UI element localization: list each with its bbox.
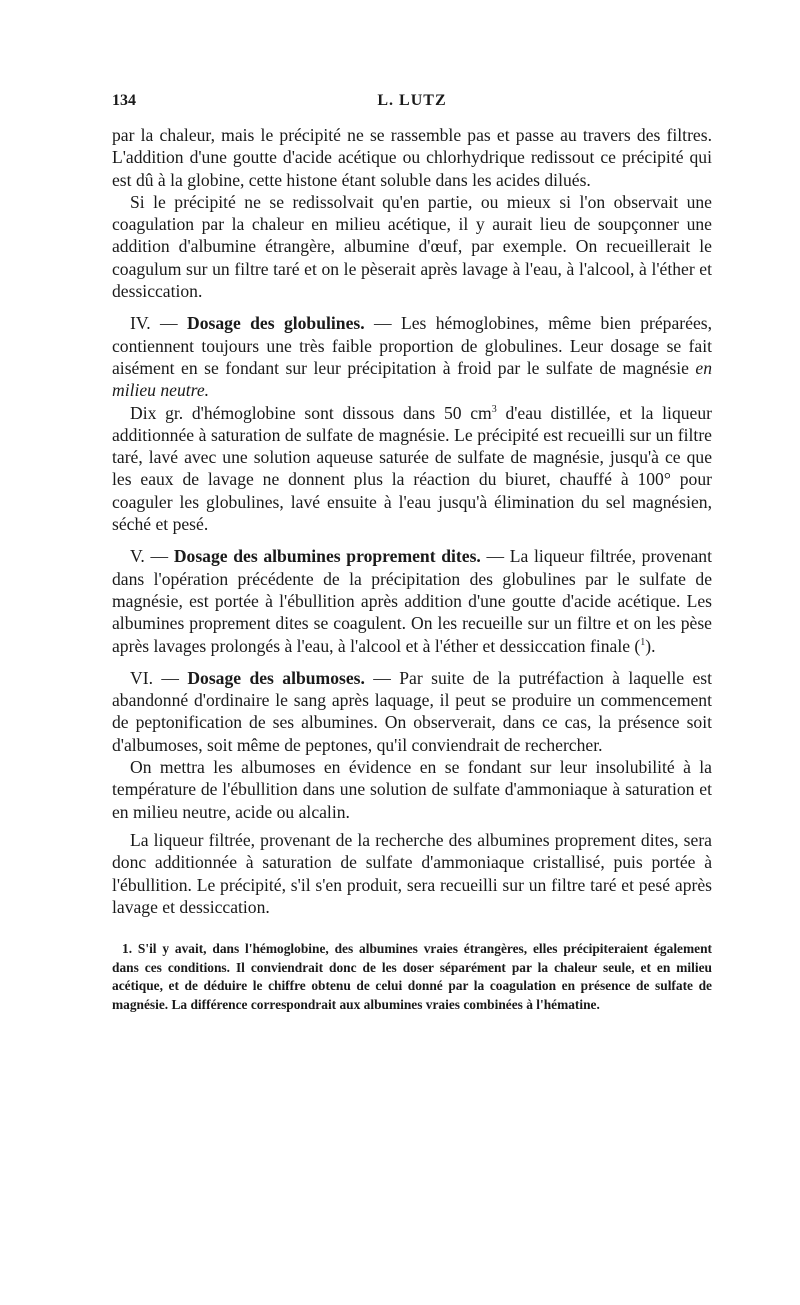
page-number: 134: [112, 92, 136, 109]
paragraph-text: d'eau distillée, et la liqueur additionnée à saturation de sulfate de magnésie. Le précipité est recueilli sur un filtre taré, lavé avec une solution aqueuse saturée de sulfate de magnésie, jusqu'à ce que les eaux de lavage ne donnent plus la réaction du biuret, chauffé à 100° pour coaguler les globulines, lavé ensuite à l'eau jusqu'à élimination du sel magnésien, séché et pesé.: [112, 402, 713, 535]
paragraph-text: Dix gr. d'hémoglobine sont dissous dans 50 cm: [130, 402, 492, 423]
paragraph-globulin-procedure: [112, 402, 712, 536]
section-iv-globulins: [112, 312, 712, 401]
footnote-reference: 1: [640, 636, 646, 648]
superscript: 3: [491, 403, 497, 415]
section-number: VI. —: [130, 667, 188, 688]
section-number: IV. —: [130, 313, 188, 334]
footnote-marker: 1.: [122, 941, 133, 957]
paragraph-foreign-albumin: Si le précipité ne se redissolvait qu'en partie, ou mieux si l'on observait une coagulation par la chaleur en milieu acétique, il y aurait lieu de soupçonner une addition d'albumine étrangère, albumine d'œuf, par exemple. On recueillerait le coagulum sur un filtre taré et on le pèserait après lavage à l'eau, à l'alcool, à l'éther et dessiccation.: [112, 191, 712, 302]
section-text: — La liqueur filtrée, provenant dans l'opération précédente de la précipitation des globulines par le sulfate de magnésie, est portée à l'ébullition après addition d'une goutte d'acide acétique. Les albumines proprement dites se coagulent. On les recueille sur un filtre et on les pèse après lavages prolongés à l'eau, à l'alcool et à l'éther et dessiccation finale (: [112, 546, 712, 656]
paragraph-continuation: par la chaleur, mais le précipité ne se rassemble pas et passe au travers des filtres. L'addition d'une goutte d'acide acétique ou chlorhydrique redissout ce précipité qui est dû à la globine, cette histone étant soluble dans les acides dilués.: [112, 125, 712, 190]
section-number: V. —: [130, 546, 174, 567]
paragraph-albumose-detection: On mettra les albumoses en évidence en se fondant sur leur insolubilité à la température de l'ébullition dans une solution de sulfate d'ammoniaque à saturation et en milieu neutre, acide ou alcalin.: [112, 757, 712, 822]
footnote-text: S'il y avait, dans l'hémoglobine, des albumines vraies étrangères, elles précipiteraient également dans ces conditions. Il conviendrait donc de les doser séparément par la chaleur seule, et en milieu acétique, et de déduire le chiffre obtenu de celui donné par la coagulation en présence de sulfate de magnésie. La différence correspondrait aux albumines vraies combinées à l'hématine.: [112, 941, 712, 1012]
section-text: ).: [645, 635, 656, 656]
section-heading: Dosage des albumoses.: [187, 667, 365, 688]
running-header: [112, 92, 712, 116]
footnote: [112, 940, 712, 1014]
section-text: — Par suite de la putréfaction à laquelle est abandonné d'ordinaire le sang après laquage, il peut se produire un commencement de peptonification de ses albumines. On observerait, dans ce cas, la présence soit d'albumoses, soit même de peptones, qu'il conviendrait de rechercher.: [112, 667, 712, 755]
running-title: L. LUTZ: [377, 92, 447, 109]
section-vi-albumoses: [112, 667, 712, 756]
body-text: [112, 124, 712, 918]
page: [112, 92, 712, 1014]
emphasis-text: en milieu neutre.: [112, 357, 712, 401]
section-heading: Dosage des globulines.: [187, 313, 365, 334]
section-v-albumins: [112, 545, 712, 656]
paragraph-albumose-procedure: La liqueur filtrée, provenant de la recherche des albumines proprement dites, sera donc additionnée à saturation de sulfate d'ammoniaque cristallisé, puis portée à l'ébullition. Le précipité, s'il s'en produit, sera recueilli sur un filtre taré et pesé après lavage et dessiccation.: [112, 829, 712, 917]
section-heading: Dosage des albumines proprement dites.: [173, 546, 481, 567]
section-text: — Les hémoglobines, même bien préparées, contiennent toujours une très faible proportion de globulines. Leur dosage se fait aisément en se fondant sur leur précipitation à froid par le sulfate de magnésie: [112, 313, 712, 378]
